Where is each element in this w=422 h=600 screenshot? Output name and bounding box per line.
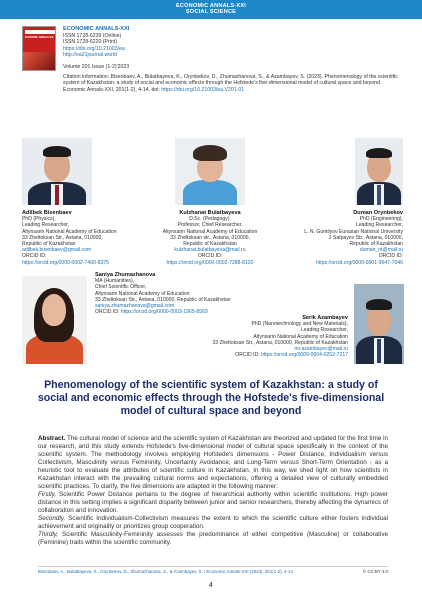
author-photo-azambayev xyxy=(354,284,404,364)
author-orcid[interactable]: https://orcid.org/0000-0003-1965-8569 xyxy=(120,309,208,316)
author-name: Adilbek Bisenbaev xyxy=(22,210,72,216)
author-name: Duman Orynbekov xyxy=(353,210,403,216)
abstract-label: Abstract. xyxy=(38,435,66,442)
author-info-azambayev: Serik Azambayev PhD (Nanotechnology and New Materials), Leading Researcher, Altynsarin National Academy of Education 33 Zheltoksan Str., Astana, 010000, Republic of Kazakhstan mr.azambayev@mail.ru ORCID ID: https://orcid.org/0009-0004-0252-7217 xyxy=(188,315,348,358)
journal-header-bar xyxy=(0,0,422,19)
author-photo-bulatbayeva xyxy=(175,138,245,205)
journal-name: ECONOMIC ANNALS-XXI xyxy=(63,26,130,32)
page-number: 4 xyxy=(209,582,213,589)
author-email[interactable]: duman_nt@mail.ru xyxy=(359,247,403,254)
author-orcid[interactable]: https://orcid.org/0009-0004-0252-7217 xyxy=(261,352,348,359)
author-email[interactable]: adilbek.bisenbaev@gmail.com xyxy=(22,247,92,254)
license-badge: © CC BY 4.0 xyxy=(362,569,388,574)
author-info-zhumazhanova: Saniya Zhumazhanova MA (Humanities), Chief Scientific Officer, Altynsarin National Academy of Education 33 Zheltoksan Str., Astana, 010000, Republic of Kazakhstan saniya.zhumazhanova@gmail.com ORCID ID: https://orcid.org/0000-0003-1965-8569 xyxy=(95,272,265,315)
header-journal-name: ECONOMIC ANNALS-XXI xyxy=(175,3,247,9)
author-photo-orynbekov xyxy=(355,138,403,205)
volume-issue: Volume 201 Issue (1-2)'2023 xyxy=(63,64,130,70)
author-name: Saniya Zhumazhanova xyxy=(95,272,156,278)
journal-cover-image xyxy=(22,26,56,71)
cover-title: ECONOMIC ANNALS-XXI xyxy=(25,36,54,39)
paper-title: Phenomenology of the scientific system of Kazakhstan: a study of social and economic effects through the Hofstede's five-dimensional model of cultural space and beyond xyxy=(37,379,385,417)
author-email[interactable]: saniya.zhumazhanova@gmail.com xyxy=(95,303,175,310)
citation-info xyxy=(63,74,405,93)
journal-info xyxy=(63,26,129,59)
page-footer xyxy=(38,566,388,574)
author-photo-zhumazhanova xyxy=(22,276,87,364)
citation-doi-link[interactable]: https://doi.org/10.21003/ea.V201-01 xyxy=(161,86,245,93)
author-orcid[interactable]: https://orcid.org/0000-0001-9647-7046 xyxy=(316,259,403,266)
abstract: Abstract. The cultural model of science and the scientific system of Kazakhstan are theorized and updated for the first time in our research, and this study extends Hofstede's five-dimensional model of cultural space specifically in the context of the scientific system. The methodology involves employing Hofstede's dimensions - Power Distance, Individualism versus Collectivism, Masculinity versus Femininity, Uncertainty Avoidance, and Long-Term versus Short-Term Orientation - as a heuristic tool to evaluate the attributes of scientific culture in Kazakhstan. In this way, we shed light on how scientists in Kazakhstan interact with the prevailing cultural norms and expectations, offering a detailed view of culturally embedded scientific practices. To clarify, the five dimensions are adapted in the following manner: Firstly, Scientific Power Distance pertains to the degree of hierarchical authority within scientific institutions. High power distance in this setting implies a significant disparity between junior and senior researchers, thereby affecting the dynamics of collaboration and innovation. Secondly, Scientific Individualism-Collectivism measures the extent to which the scientific culture either fosters individual achievement and originality or prioritizes group cooperation. Thirdly, Scientific Masculinity-Femininity assesses the predominance of either competitive (Masculine) or collaborative (Feminine) traits within the scientific community. xyxy=(38,435,389,546)
author-info-bisenbaev: Adilbek Bisenbaev PhD (Physics), Leading Researcher, Altynsarin National Academy of Education 33 Zheltoksan Str., Astana, 010000, Republic of Kazakhstan adilbek.bisenbaev@gmail.com ORCID ID: https://orcid.org/0000-0002-7490-8375 xyxy=(22,210,172,266)
author-email[interactable]: kulzhanat.bulatbayeva@mail.ru xyxy=(174,247,246,254)
journal-site-link[interactable]: http://ea21journal.world xyxy=(63,52,117,59)
author-info-orynbekov: Duman Orynbekov PhD (Engineering), Leading Researcher, L. N. Gumilyov Eurasian National University 2 Satpayev Str., Astana, 010000, Republic of Kazakhstan duman_nt@mail.ru ORCID ID: https://orcid.org/0000-0001-9647-7046 xyxy=(255,210,403,266)
author-name: Kulzhanat Bulatbayeva xyxy=(179,210,241,216)
author-orcid[interactable]: https://orcid.org/0000-0002-7490-8375 xyxy=(22,259,109,266)
journal-doi-link[interactable]: https://doi.org/10.21003/ea xyxy=(63,45,125,52)
citation-text: Citation information: Bisenbaev, A., Bulatbayeva, K., Orynbekov, D., Zhumazhanova, S., & Azambayev, S. (2023). Phenomenology of the scientific system of Kazakhstan: a study of social and economic effects through the Hofstede's five-dimensional model of cultural space and beyond. Economic Annals-XXI, 201(1-2), 4-14. doi: xyxy=(63,74,398,93)
issn-online: ISSN 1728-6239 (Online) xyxy=(63,32,122,39)
author-photo-bisenbaev xyxy=(22,138,92,205)
author-info-bulatbayeva: Kulzhanat Bulatbayeva D.Sc. (Pedagogy), Professor, Chief Researcher, Altynsarin National Academy of Education 33 Zheltoksan str., Astana, 010000, Republic of Kazakhstan kulzhanat.bulatbayeva@mail.ru ORCID ID: https://orcid.org/0000-0002-7288-8120 xyxy=(135,210,285,266)
author-name: Serik Azambayev xyxy=(302,315,348,321)
footer-citation: Bisenbaev, A., Bulatbayeva, K., Orynbekov, D., Zhumazhanova, S., & Azambayev, S. / Economic Annals-XXI (2023), 201(1-2), 4-14 xyxy=(38,569,293,574)
issn-print: ISSN 1728-6220 (Print) xyxy=(63,39,117,46)
author-orcid[interactable]: https://orcid.org/0000-0002-7288-8120 xyxy=(166,259,254,266)
header-section-name: SOCIAL SCIENCE xyxy=(185,9,237,16)
author-email[interactable]: mr.azambayev@mail.ru xyxy=(294,346,348,353)
